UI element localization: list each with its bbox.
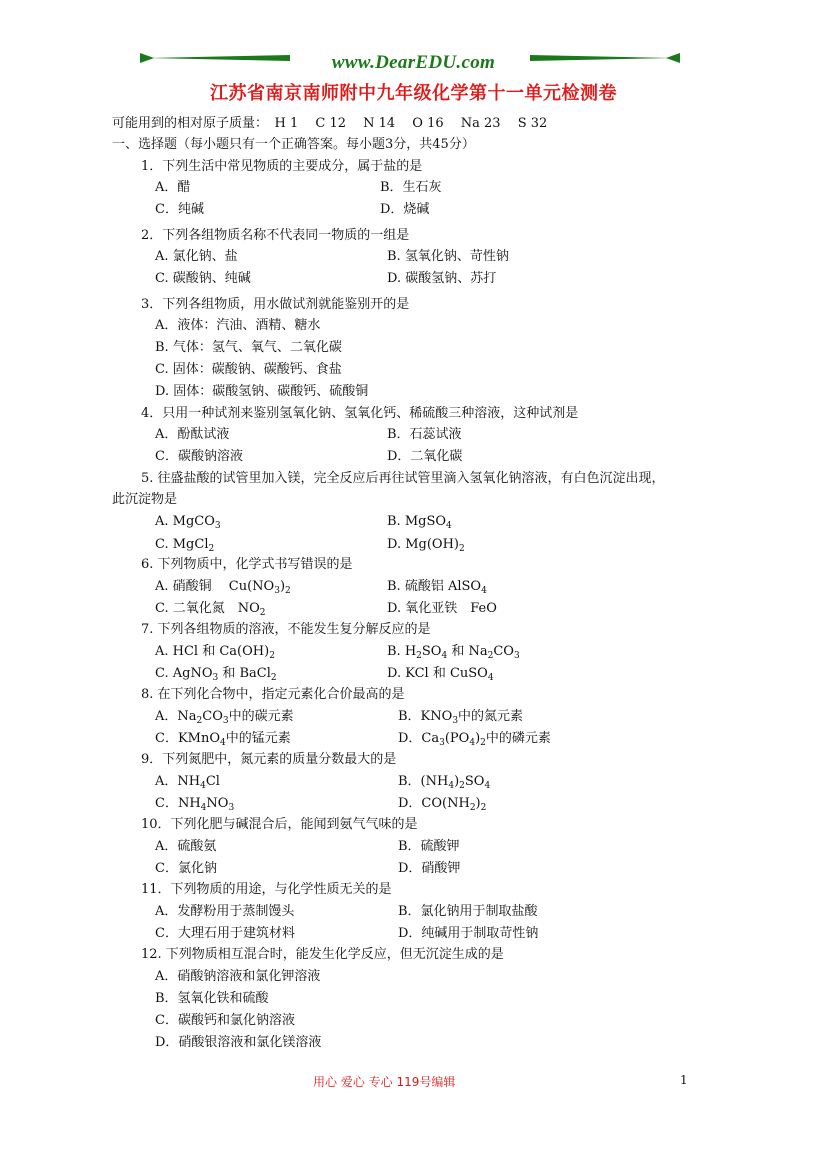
option-a: A．液体：汽油、酒精、糖水 bbox=[155, 318, 321, 333]
option-c: C．大理石用于建筑材料 bbox=[155, 926, 295, 941]
question-stem: 9．下列氮肥中，氮元素的质量分数最大的是 bbox=[141, 752, 397, 767]
question-stem: 8. 在下列化合物中，指定元素化合价最高的是 bbox=[141, 687, 405, 702]
page-number: 1 bbox=[680, 1073, 688, 1087]
option-c: C. AgNO$_3$ 和 BaCl$_2$ bbox=[155, 666, 277, 683]
option-c: C. MgCl$_2$ bbox=[155, 537, 215, 554]
option-b: B．$KNO_3$中的氮元素 bbox=[398, 709, 524, 726]
option-d: D．硝酸钾 bbox=[398, 861, 461, 876]
option-a: A．酚酞试液 bbox=[155, 427, 230, 442]
option-c: C. 二氧化氮 $NO_2$ bbox=[155, 601, 266, 618]
option-a: A. 硝酸铜 $Cu(NO_3)_2$ bbox=[155, 579, 291, 596]
option-d: D. 固体：碳酸氢钠、碳酸钙、硫酸铜 bbox=[155, 384, 369, 399]
question-stem: 11．下列物质的用途，与化学性质无关的是 bbox=[141, 882, 392, 897]
option-b: B. $H_2SO_4$ 和 $Na_2CO_3$ bbox=[387, 644, 520, 661]
question-stem: 5. 往盛盐酸的试管里加入镁，完全反应后再往试管里滴入氢氧化钠溶液，有白色沉淀出现， bbox=[141, 471, 665, 486]
option-d: D. $Mg(OH)_2$ bbox=[387, 537, 465, 554]
question-stem: 12. 下列物质相互混合时，能发生化学反应，但无沉淀生成的是 bbox=[141, 947, 504, 962]
option-d: D．$CO(NH_2)_2$ bbox=[398, 796, 487, 813]
site-header bbox=[0, 50, 827, 80]
option-b: B. MgSO$_4$ bbox=[387, 514, 452, 531]
option-b: B．$(NH_4)_2SO_4$ bbox=[398, 774, 491, 791]
option-c: C．碳酸钠溶液 bbox=[155, 449, 243, 464]
option-d: D. 氧化亚铁 FeO bbox=[387, 601, 497, 616]
option-b: B．氯化钠用于制取盐酸 bbox=[398, 904, 538, 919]
option-a: A. MgCO$_3$ bbox=[155, 514, 221, 531]
option-a: A. 氯化钠、盐 bbox=[155, 249, 238, 264]
option-b: B. 氢氧化钠、苛性钠 bbox=[387, 249, 509, 264]
option-c: C. 碳酸钠、纯碱 bbox=[155, 271, 251, 286]
option-a: A．$Na_2CO_3$中的碳元素 bbox=[155, 709, 294, 726]
question-stem: 10．下列化肥与碱混合后，能闻到氨气气味的是 bbox=[141, 817, 418, 832]
question-stem: 3．下列各组物质，用水做试剂就能鉴别开的是 bbox=[141, 297, 410, 312]
option-b: B．氢氧化铁和硫酸 bbox=[155, 991, 269, 1006]
option-b: B. 硫酸铝 AlSO$_4$ bbox=[387, 579, 487, 596]
option-d: D．硝酸银溶液和氯化镁溶液 bbox=[155, 1035, 322, 1050]
option-a: A．发酵粉用于蒸制馒头 bbox=[155, 904, 295, 919]
option-c: C．纯碱 bbox=[155, 202, 204, 217]
option-b: B．硫酸钾 bbox=[398, 839, 460, 854]
option-d: D．二氧化碳 bbox=[387, 449, 463, 464]
option-d: D. KCl 和 CuSO$_4$ bbox=[387, 666, 494, 683]
option-d: D．$Ca_3(PO_4)_2$中的磷元素 bbox=[398, 731, 551, 748]
page-title: 江苏省南京南师附中九年级化学第十一单元检测卷 bbox=[210, 83, 617, 104]
option-a: A．硝酸钠溶液和氯化钾溶液 bbox=[155, 969, 321, 984]
option-d: D．纯碱用于制取苛性钠 bbox=[398, 926, 539, 941]
option-c: C．KMnO$_4$中的锰元素 bbox=[155, 731, 291, 748]
question-stem-continued: 此沉淀物是 bbox=[112, 492, 178, 507]
question-stem: 4．只用一种试剂来鉴别氢氧化钠、氢氧化钙、稀硫酸三种溶液，这种试剂是 bbox=[141, 406, 579, 421]
section-heading: 一、选择题（每小题只有一个正确答案。每小题3分，共45分） bbox=[112, 137, 475, 152]
option-a: A．硫酸氨 bbox=[155, 839, 217, 854]
question-stem: 1．下列生活中常见物质的主要成分，属于盐的是 bbox=[141, 159, 423, 174]
option-a: A．醋 bbox=[155, 180, 191, 195]
option-c: C. 固体：碳酸钠、碳酸钙、食盐 bbox=[155, 362, 342, 377]
option-c: C．$NH_4NO_3$ bbox=[155, 796, 235, 813]
option-d: D. 碳酸氢钠、苏打 bbox=[387, 271, 497, 286]
option-c: C．碳酸钙和氯化钠溶液 bbox=[155, 1013, 295, 1028]
question-stem: 7. 下列各组物质的溶液，不能发生复分解反应的是 bbox=[141, 622, 431, 637]
atomic-mass-line: 可能用到的相对原子质量： H 1 C 12 N 14 O 16 Na 23 S 32 bbox=[112, 116, 548, 131]
option-a: A. HCl 和 $Ca(OH)_2$ bbox=[155, 644, 275, 661]
question-stem: 2．下列各组物质名称不代表同一物质的一组是 bbox=[141, 228, 410, 243]
option-b: B．生石灰 bbox=[380, 180, 442, 195]
option-d: D．烧碱 bbox=[380, 202, 430, 217]
option-b: B. 气体：氢气、氧气、二氧化碳 bbox=[155, 340, 342, 355]
site-url: www.DearEDU.com bbox=[331, 52, 496, 73]
option-b: B．石蕊试液 bbox=[387, 427, 462, 442]
footer-slogan: 用心 爱心 专心 119号编辑 bbox=[313, 1075, 456, 1089]
option-c: C．氯化钠 bbox=[155, 861, 217, 876]
option-a: A．$NH_4Cl$ bbox=[155, 774, 220, 791]
question-stem: 6. 下列物质中，化学式书写错误的是 bbox=[141, 557, 353, 572]
